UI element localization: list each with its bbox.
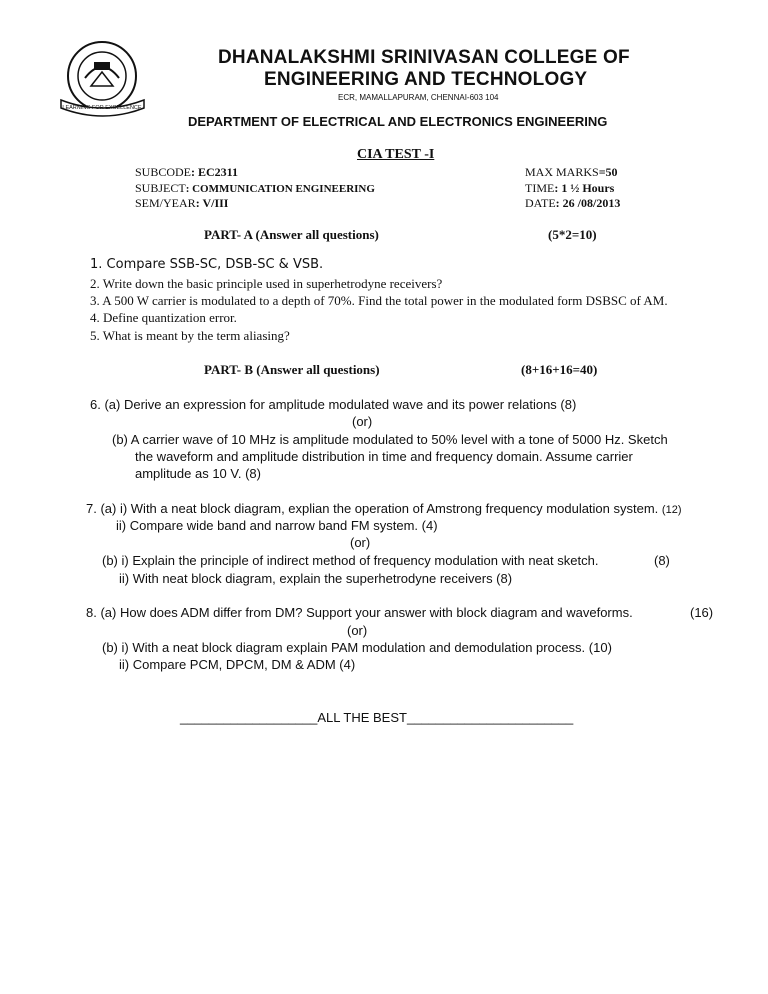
college-logo-seal (55, 38, 150, 123)
part-b-heading: PART- B (Answer all questions) (204, 362, 380, 377)
time-row (525, 181, 614, 196)
question-7a-i-marks: (12) (661, 504, 682, 516)
question-8b-ii: ii) Compare PCM, DPCM, DM & ADM (4) (119, 657, 356, 672)
question-7-or: (or) (350, 535, 371, 550)
question-8b-i: (b) i) With a neat block diagram explain PAM modulation and demodulation process. (10) (102, 640, 612, 655)
maxmarks-value: =50 (598, 165, 618, 179)
question-7b-ii: ii) With neat block diagram, explain the superhetrodyne receivers (8) (119, 571, 513, 586)
semyear-label: SEM/YEAR (135, 196, 196, 210)
question-6b-line3: amplitude as 10 V. (8) (135, 466, 261, 481)
question-8-or: (or) (347, 623, 368, 638)
date-value: : 26 /08/2013 (555, 196, 621, 210)
college-name-line1: DHANALAKSHMI SRINIVASAN COLLEGE OF (218, 47, 630, 68)
question-7a-ii: ii) Compare wide band and narrow band FM system. (4) (116, 518, 438, 533)
time-value: : 1 ½ Hours (554, 181, 615, 195)
question-7a-i (86, 501, 681, 516)
question-7b-i-marks: (8) (654, 553, 670, 568)
question-5: 5. What is meant by the term aliasing? (90, 328, 290, 343)
time-label: TIME (525, 181, 555, 195)
question-6a: 6. (a) Derive an expression for amplitude modulated wave and its power relations (8) (90, 397, 577, 412)
svg-text:LEARNING FOR EXCELLENCE: LEARNING FOR EXCELLENCE (62, 105, 142, 111)
part-b-marks: (8+16+16=40) (521, 362, 598, 377)
subject-row (135, 181, 375, 196)
test-title: CIA TEST -I (357, 147, 435, 162)
question-6b-line1: (b) A carrier wave of 10 MHz is amplitude modulated to 50% level with a tone of 5000 Hz. Sketch (112, 432, 668, 447)
date-label: DATE (525, 196, 556, 210)
subcode-value: : EC2311 (191, 165, 239, 179)
question-8a: 8. (a) How does ADM differ from DM? Support your answer with block diagram and waveforms. (86, 605, 633, 620)
question-6b-line2: the waveform and amplitude distribution in time and frequency domain. Assume carrier (135, 449, 633, 464)
question-2: 2. Write down the basic principle used in superhetrodyne receivers? (90, 276, 443, 291)
subcode-label: SUBCODE (135, 165, 192, 179)
semyear-value: : V/III (195, 196, 229, 210)
question-3: 3. A 500 W carrier is modulated to a depth of 70%. Find the total power in the modulated form DSBSC of AM. (90, 293, 668, 308)
question-6-or: (or) (352, 414, 373, 429)
subject-value: : COMMUNICATION ENGINEERING (185, 183, 375, 195)
question-7a-i-text: 7. (a) i) With a neat block diagram, explian the operation of Amstrong frequency modulation system. (86, 501, 659, 516)
question-8a-marks: (16) (690, 605, 714, 620)
subject-label: SUBJECT (135, 181, 186, 195)
date-row (525, 196, 620, 211)
college-name-line2: ENGINEERING AND TECHNOLOGY (264, 69, 588, 90)
question-7b-i: (b) i) Explain the principle of indirect method of frequency modulation with neat sketch. (102, 553, 599, 568)
college-address: ECR, MAMALLAPURAM, CHENNAI-603 104 (338, 93, 499, 102)
subcode-row (135, 165, 238, 180)
semyear-row (135, 196, 228, 211)
part-a-marks: (5*2=10) (548, 227, 597, 242)
question-1: 1. Compare SSB-SC, DSB-SC & VSB. (90, 257, 324, 272)
part-a-heading: PART- A (Answer all questions) (204, 227, 379, 242)
maxmarks-label: MAX MARKS (525, 165, 599, 179)
maxmarks-row (525, 165, 618, 180)
footer-all-the-best: ___________________ALL THE BEST_______________________ (180, 710, 574, 725)
department-name: DEPARTMENT OF ELECTRICAL AND ELECTRONICS ENGINEERING (188, 114, 608, 129)
question-4: 4. Define quantization error. (90, 310, 237, 325)
